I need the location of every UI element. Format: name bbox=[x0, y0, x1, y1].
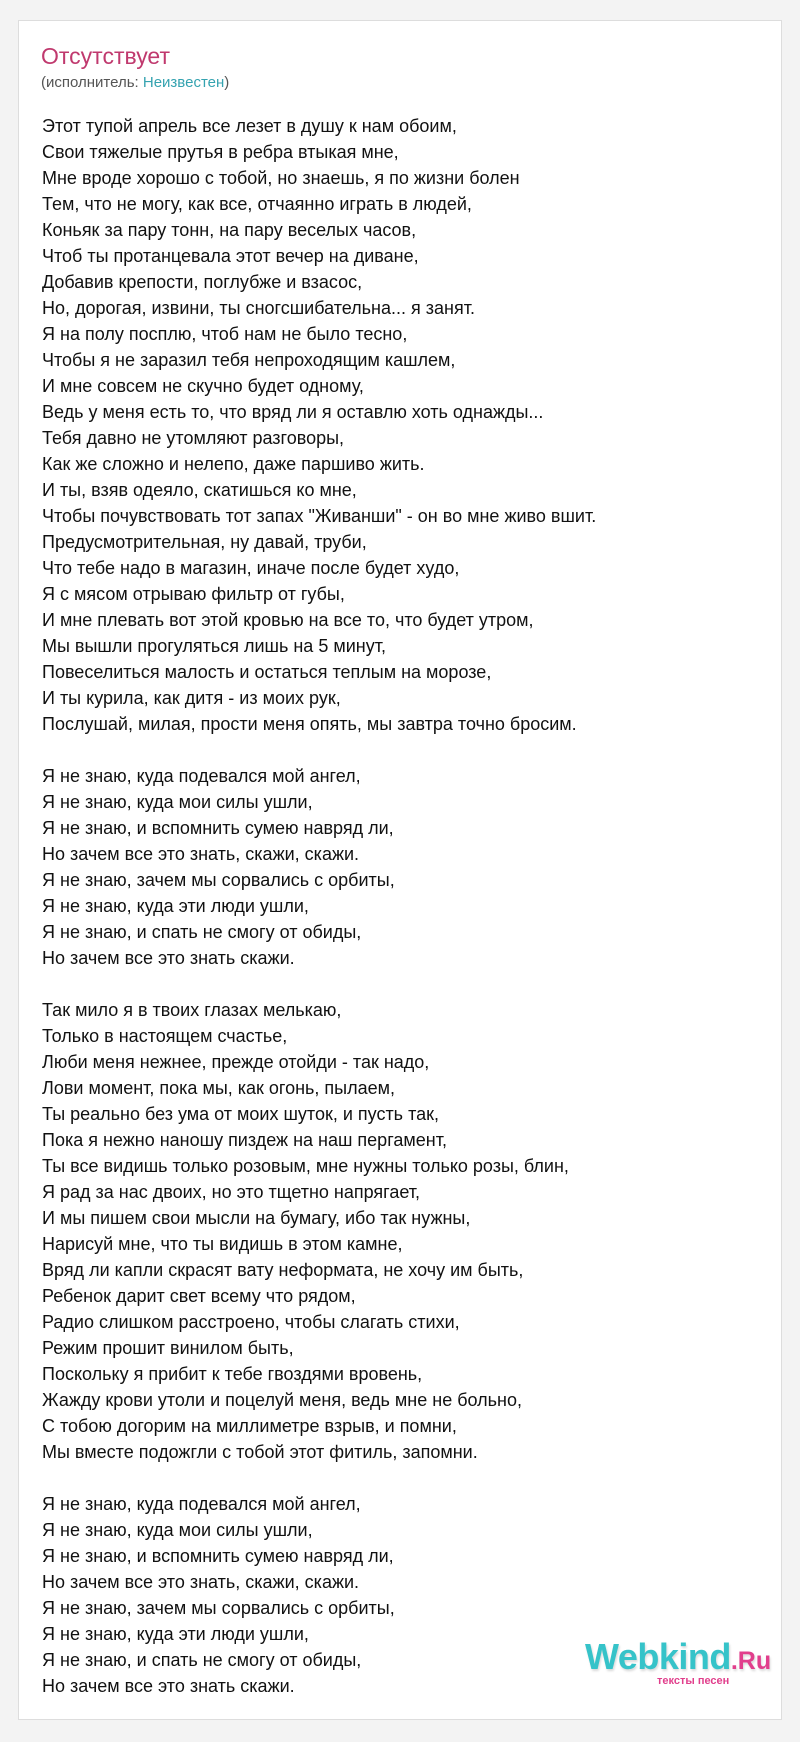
lyric-line: Добавив крепости, поглубже и взасос, bbox=[42, 272, 363, 292]
logo-brand: Webkind bbox=[585, 1636, 731, 1677]
lyric-line: Но зачем все это знать скажи. bbox=[42, 948, 295, 968]
lyric-line: И ты, взяв одеяло, скатишься ко мне, bbox=[42, 480, 357, 500]
lyric-line: Жажду крови утоли и поцелуй меня, ведь мне не больно, bbox=[42, 1390, 522, 1410]
lyric-line: Лови момент, пока мы, как огонь, пылаем, bbox=[42, 1078, 396, 1098]
lyric-line: Чтобы я не заразил тебя непроходящим кашлем, bbox=[42, 350, 456, 370]
artist-prefix: (исполнитель: bbox=[41, 74, 143, 91]
lyric-line: Так мило я в твоих глазах мелькаю, bbox=[42, 1000, 342, 1020]
lyric-line: Режим прошит винилом быть, bbox=[42, 1338, 294, 1358]
lyric-line: Мне вроде хорошо с тобой, но знаешь, я по жизни болен bbox=[42, 168, 520, 188]
lyric-line: Чтоб ты протанцевала этот вечер на диване, bbox=[42, 246, 419, 266]
lyric-line: Я не знаю, зачем мы сорвались с орбиты, bbox=[42, 870, 395, 890]
lyric-line: И мне плевать вот этой кровью на все то, что будет утром, bbox=[42, 610, 534, 630]
lyric-line: Люби меня нежнее, прежде отойди - так надо, bbox=[42, 1052, 430, 1072]
lyric-line: Я не знаю, куда мои силы ушли, bbox=[42, 792, 313, 812]
lyric-line: Тем, что не могу, как все, отчаянно играть в людей, bbox=[42, 194, 472, 214]
lyric-line: Поскольку я прибит к тебе гвоздями вровень, bbox=[42, 1364, 423, 1384]
lyric-line: Я не знаю, зачем мы сорвались с орбиты, bbox=[42, 1598, 395, 1618]
lyric-line: Ты реально без ума от моих шуток, и пусть так, bbox=[42, 1104, 439, 1124]
lyric-line: Ты все видишь только розовым, мне нужны только розы, блин, bbox=[42, 1156, 569, 1176]
lyric-line: Мы вместе подожгли с тобой этот фитиль, запомни. bbox=[42, 1442, 478, 1462]
lyric-line: Нарисуй мне, что ты видишь в этом камне, bbox=[42, 1234, 403, 1254]
artist-link[interactable]: Неизвестен bbox=[142, 74, 225, 91]
lyric-line: Только в настоящем счастье, bbox=[42, 1026, 288, 1046]
lyric-line: Я не знаю, куда эти люди ушли, bbox=[42, 1624, 309, 1644]
lyric-line: Вряд ли капли скрасят вату неформата, не хочу им быть, bbox=[42, 1260, 524, 1280]
lyric-line: Свои тяжелые прутья в ребра втыкая мне, bbox=[42, 142, 399, 162]
lyric-line: И ты курила, как дитя - из моих рук, bbox=[42, 688, 341, 708]
lyric-line: Я с мясом отрываю фильтр от губы, bbox=[42, 584, 345, 604]
lyric-line: Предусмотрительная, ну давай, труби, bbox=[42, 532, 367, 552]
lyric-line: Этот тупой апрель все лезет в душу к нам обоим, bbox=[42, 116, 457, 136]
lyric-line: Я не знаю, куда подевался мой ангел, bbox=[42, 1494, 361, 1514]
logo-tld: .Ru bbox=[730, 1647, 772, 1675]
artist-line bbox=[41, 74, 229, 92]
lyric-line: Я не знаю, и вспомнить сумею навряд ли, bbox=[42, 818, 394, 838]
lyric-line: Радио слишком расстроено, чтобы слагать стихи, bbox=[42, 1312, 460, 1332]
lyric-line: Я не знаю, куда подевался мой ангел, bbox=[42, 766, 361, 786]
lyric-line: Повеселиться малость и остаться теплым на морозе, bbox=[42, 662, 492, 682]
lyric-line: Послушай, милая, прости меня опять, мы завтра точно бросим. bbox=[42, 714, 577, 734]
lyric-line: Что тебе надо в магазин, иначе после будет худо, bbox=[42, 558, 460, 578]
site-logo[interactable] bbox=[585, 1637, 775, 1695]
lyric-line: И мы пишем свои мысли на бумагу, ибо так нужны, bbox=[42, 1208, 471, 1228]
lyric-line: С тобою догорим на миллиметре взрыв, и помни, bbox=[42, 1416, 457, 1436]
lyric-line: Ведь у меня есть то, что вряд ли я оставлю хоть однажды... bbox=[42, 402, 544, 422]
lyric-line: Но зачем все это знать скажи. bbox=[42, 1676, 295, 1696]
logo-tagline: тексты песен bbox=[657, 1675, 730, 1687]
lyric-line: Пока я нежно наношу пиздеж на наш пергамент, bbox=[42, 1130, 447, 1150]
lyric-line: Чтобы почувствовать тот запах "Живанши" - он во мне живо вшит. bbox=[42, 506, 597, 526]
lyric-line: Мы вышли прогуляться лишь на 5 минут, bbox=[42, 636, 386, 656]
lyric-line: Коньяк за пару тонн, на пару веселых часов, bbox=[42, 220, 417, 240]
lyrics-body bbox=[42, 113, 761, 1720]
lyric-line: Я не знаю, куда эти люди ушли, bbox=[42, 896, 309, 916]
lyric-line: Но зачем все это знать, скажи, скажи. bbox=[42, 844, 360, 864]
lyric-line: Я рад за нас двоих, но это тщетно напрягает, bbox=[42, 1182, 421, 1202]
lyrics-stanza bbox=[42, 997, 761, 1465]
lyric-line: Тебя давно не утомляют разговоры, bbox=[42, 428, 345, 448]
lyric-line: Я не знаю, куда мои силы ушли, bbox=[42, 1520, 313, 1540]
song-title: Отсутствует bbox=[41, 43, 170, 69]
lyrics-page bbox=[18, 20, 782, 1720]
lyric-line: Я не знаю, и спать не смогу от обиды, bbox=[42, 922, 362, 942]
lyric-line: Я не знаю, и вспомнить сумею навряд ли, bbox=[42, 1546, 394, 1566]
lyric-line: Но, дорогая, извини, ты сногсшибательна... я занят. bbox=[42, 298, 475, 318]
lyric-line: Я не знаю, и спать не смогу от обиды, bbox=[42, 1650, 362, 1670]
lyrics-stanza bbox=[42, 113, 761, 737]
artist-suffix: ) bbox=[224, 74, 230, 91]
lyrics-stanza bbox=[42, 763, 761, 971]
lyric-line: И мне совсем не скучно будет одному, bbox=[42, 376, 364, 396]
lyric-line: Как же сложно и нелепо, даже паршиво жить. bbox=[42, 454, 425, 474]
lyric-line: Но зачем все это знать, скажи, скажи. bbox=[42, 1572, 360, 1592]
lyric-line: Я на полу посплю, чтоб нам не было тесно, bbox=[42, 324, 408, 344]
lyric-line: Ребенок дарит свет всему что рядом, bbox=[42, 1286, 356, 1306]
